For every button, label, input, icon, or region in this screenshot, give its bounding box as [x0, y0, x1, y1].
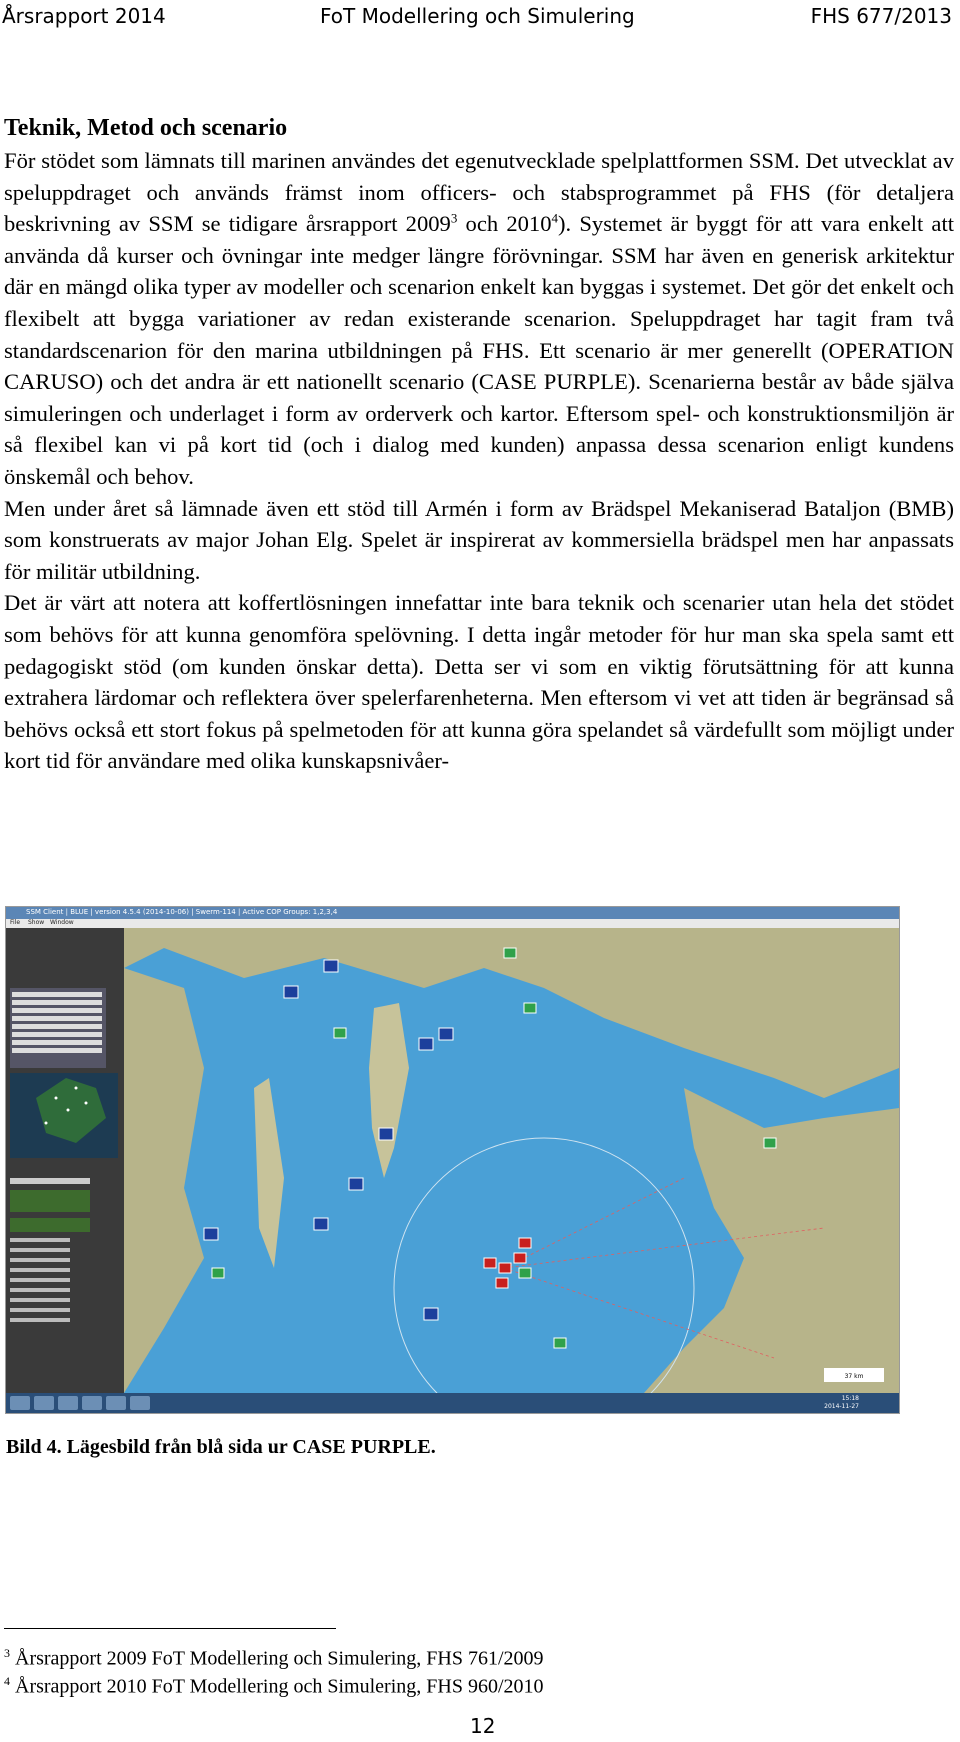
clock-date: 2014-11-27	[824, 1403, 859, 1410]
taskbar-app-icon	[58, 1396, 78, 1410]
paragraph-2: Men under året så lämnade även ett stöd till Armén i form av Brädspel Mekaniserad Bataljon (BMB) som konstruerats av major Johan Elg. Spelet är inspirerat av kommersiella brädspel men har anpassats för militär utbildning.	[4, 495, 954, 584]
map-graphics	[124, 928, 899, 1393]
body-text	[4, 145, 954, 777]
scale-label: 37 km	[844, 1373, 864, 1380]
clock-time: 15:18	[841, 1395, 859, 1402]
header-right: FHS 677/2013	[810, 4, 952, 28]
footnote-3	[4, 1640, 544, 1672]
footnote-4	[4, 1668, 544, 1700]
paragraph-3: Det är värt att notera att koffertlösningen innefattar inte bara teknik och scenarier utan hela det stödet som behövs för att kunna genomföra spelövning. I detta ingår metoder för hur man ska spela samt ett pedagogiskt stöd (om kunden önskar detta). Detta ser vi som en viktig förutsättning för att kunna extrahera lärdomar och reflektera över spelerfarenheterna. Men eftersom vi vet att tiden är begränsad så behövs också ett stort fokus på spelmetoden för att kunna göra spelandet så värdefullt som möjligt under kort tid för användare med olika kunskapsnivåer-	[4, 590, 954, 774]
footnote-rule	[4, 1628, 336, 1629]
screenshot-taskbar	[6, 1393, 899, 1413]
footnote-ref-4[interactable]: 4	[551, 210, 559, 226]
screenshot-titlebar	[6, 907, 899, 919]
footnote-3-text: Årsrapport 2009 FoT Modellering och Simulering, FHS 761/2009	[15, 1647, 544, 1670]
menu-window: Window	[50, 919, 74, 926]
menu-show: Show	[28, 919, 45, 926]
paragraph-1	[4, 145, 954, 493]
taskbar-app-icon	[130, 1396, 150, 1410]
screenshot-menubar	[6, 919, 899, 928]
ssm-screenshot	[5, 906, 900, 1414]
left-panel-graphics	[6, 928, 124, 1393]
page-number: 12	[470, 1714, 496, 1738]
paragraph-1-part-c: ). Systemet är byggt för att vara enkelt att använda då kurser och övningar inte medger längre förövningar. SSM har även en generisk arkitektur där en mängd olika typer av modeller och scenarion enkelt kan byggas i systemet. Det gör det enkelt och flexibelt att bygga variationer av redan existerande scenarion. Speluppdraget har tagit fram två standardscenarion för den marina utbildningen på FHS. Ett scenario är mer generellt (OPERATION CARUSO) och det andra är ett nationellt scenario (CASE PURPLE). Scenarierna består av både själva simuleringen och underlaget i form av orderverk och kartor. Eftersom spel- och konstruktionsmiljön är så flexibel kan vi på kort tid (och i dialog med kunden) anpassa dessa scenarion enligt kundens önskemål och behov.	[4, 211, 954, 489]
figure-caption: Bild 4. Lägesbild från blå sida ur CASE PURPLE.	[6, 1436, 436, 1458]
footnote-3-number: 3	[4, 1646, 10, 1660]
taskbar-app-icon	[82, 1396, 102, 1410]
paragraph-1-part-a: För stödet som lämnats till marinen användes det egenutvecklade spelplattformen SSM. Det utvecklat av speluppdraget och används främst inom officers- och stabsprogrammet på FHS (för detaljera beskrivning av SSM se tidigare årsrapport 2009	[4, 148, 954, 237]
tactical-map[interactable]	[124, 928, 899, 1393]
section-title: Teknik, Metod och scenario	[4, 115, 288, 141]
paragraph-1-part-b: och 2010	[457, 211, 552, 237]
footnote-4-number: 4	[4, 1674, 10, 1688]
header-left: Årsrapport 2014	[2, 4, 166, 28]
screenshot-left-panel	[6, 928, 124, 1393]
taskbar-app-icon	[34, 1396, 54, 1410]
footnote-4-text: Årsrapport 2010 FoT Modellering och Simulering, FHS 960/2010	[15, 1675, 544, 1698]
header-center: FoT Modellering och Simulering	[320, 4, 635, 28]
taskbar-app-icon	[106, 1396, 126, 1410]
start-icon	[10, 1396, 30, 1410]
taskbar-clock	[824, 1395, 859, 1411]
menu-file: File	[10, 919, 21, 926]
footnote-ref-3[interactable]: 3	[450, 210, 458, 226]
screenshot-window-title: SSM Client | BLUE | version 4.5.4 (2014-10-06) | Swerm-114 | Active COP Groups: 1,2,3,4	[26, 908, 338, 916]
